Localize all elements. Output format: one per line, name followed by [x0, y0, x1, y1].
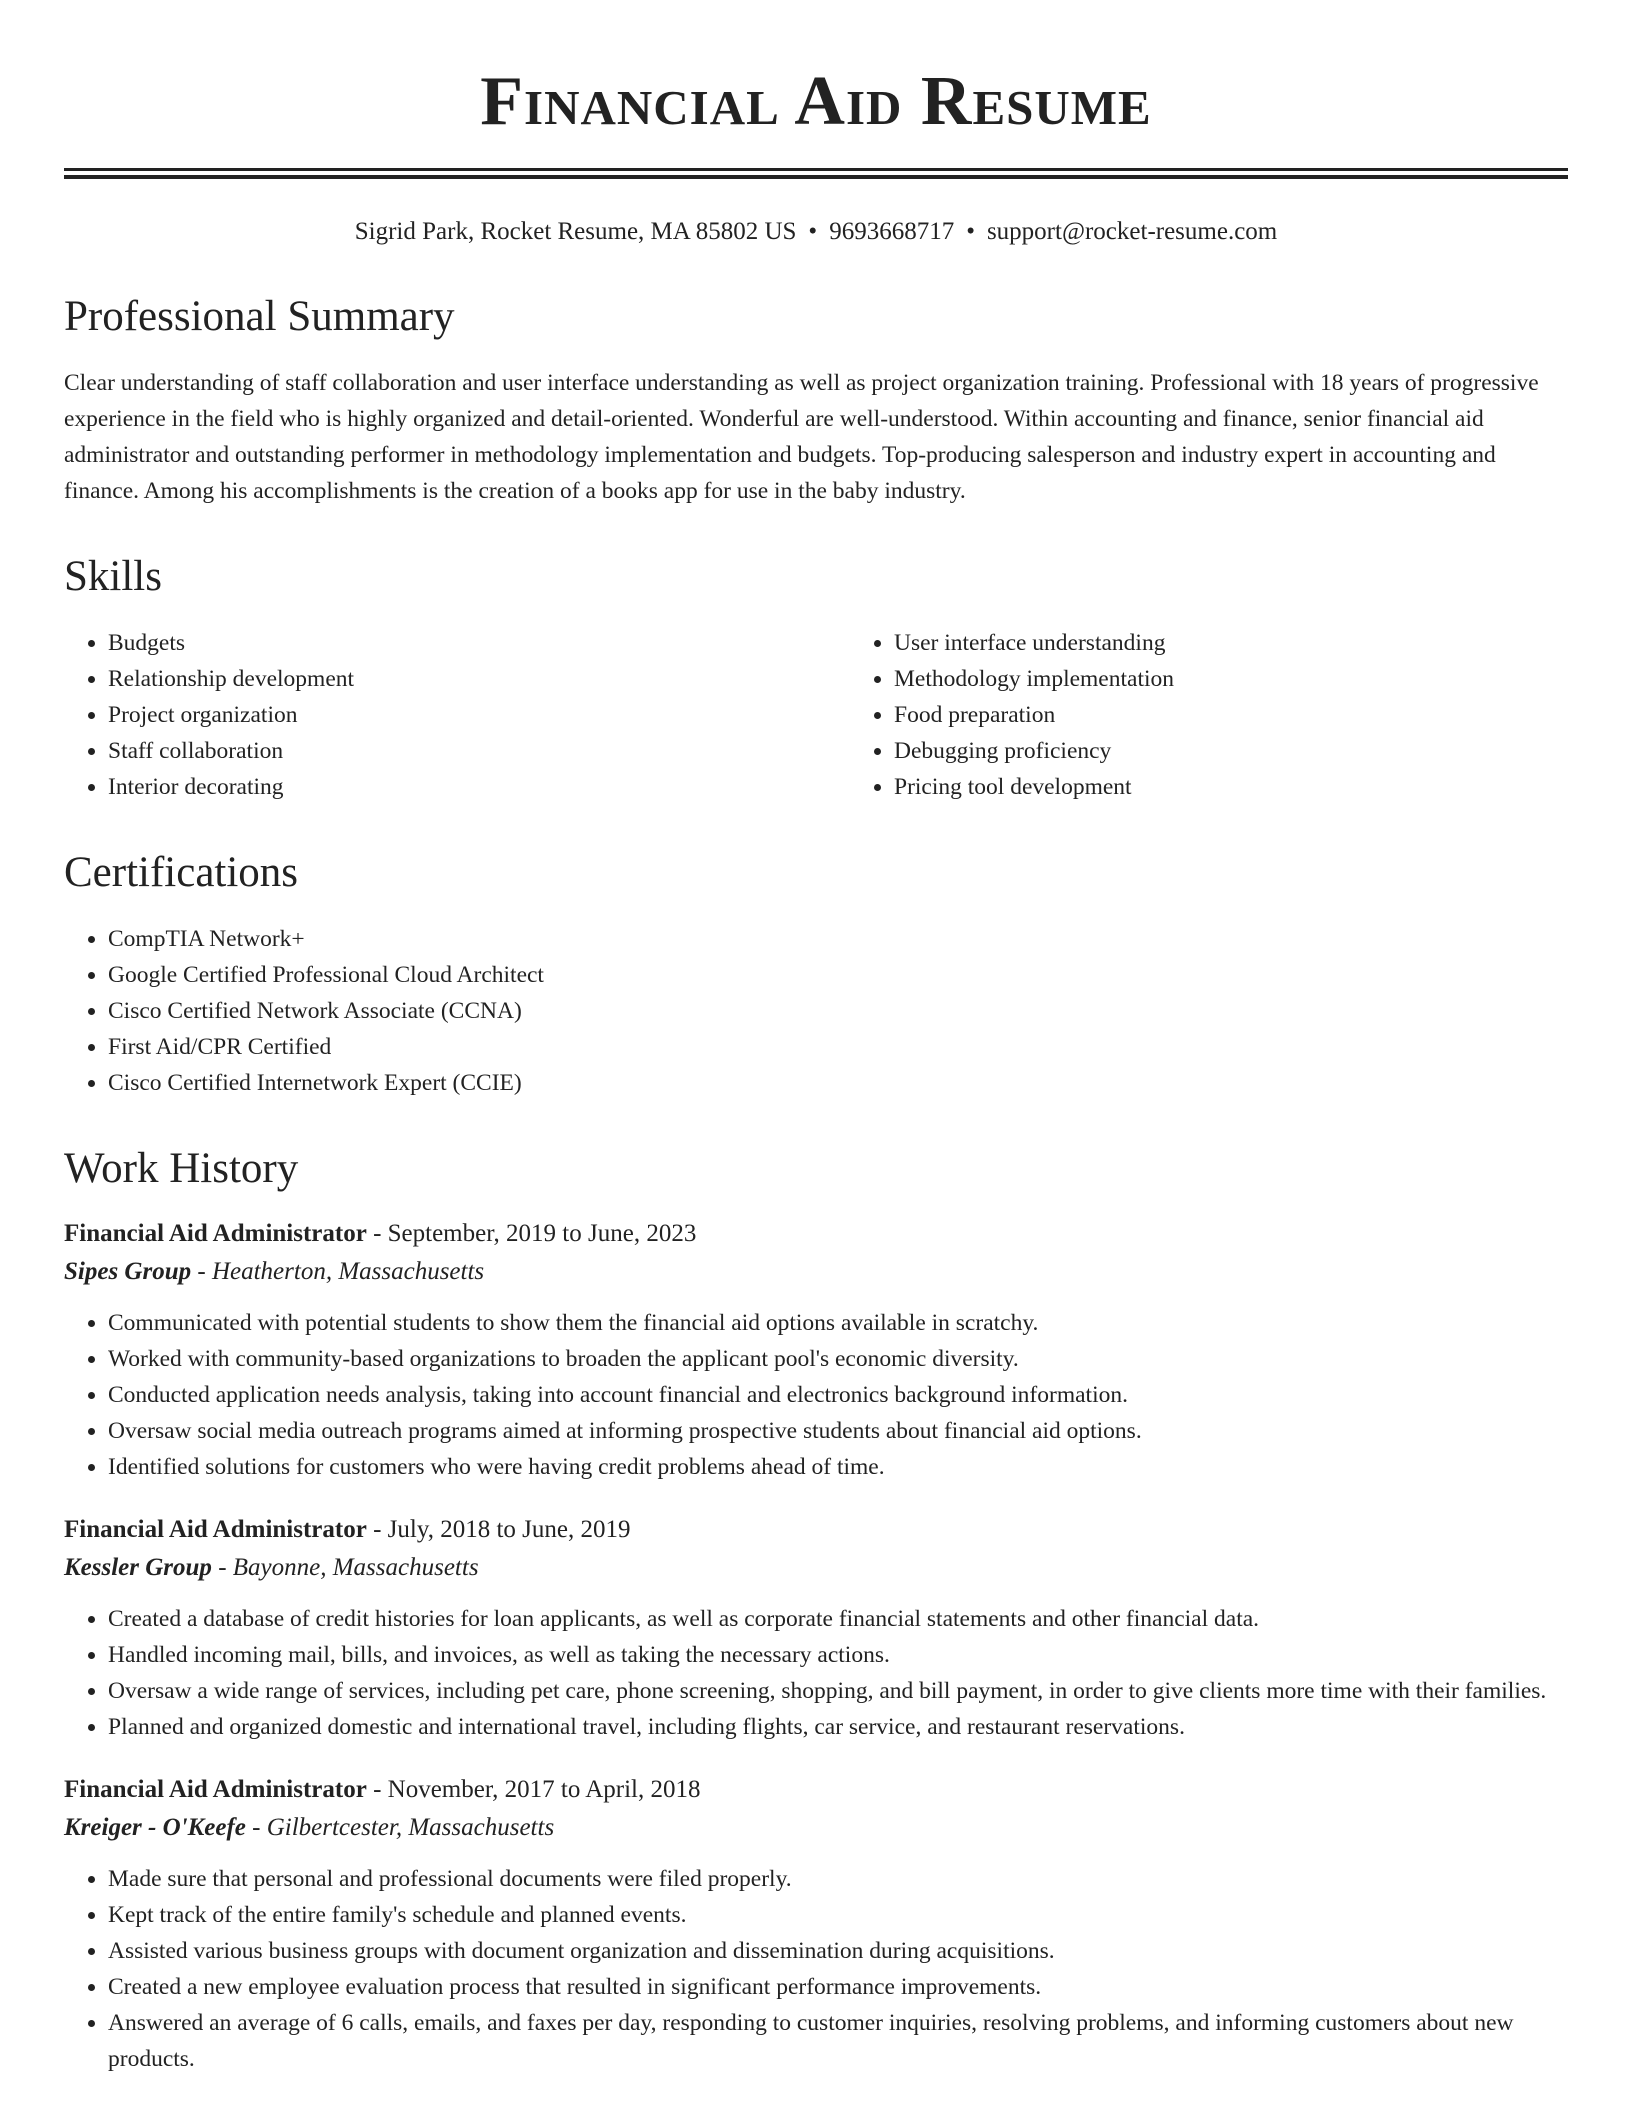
contact-address: Sigrid Park, Rocket Resume, MA 85802 US	[354, 218, 797, 245]
job-bullets	[64, 1305, 1568, 1485]
skills-heading: Skills	[64, 553, 162, 600]
job-bullet: • Made sure that personal and professional documents were filed properly.	[108, 1861, 1568, 1897]
skill-item: • Pricing tool development	[894, 769, 1174, 805]
work-history-section	[64, 1143, 1568, 2077]
job-bullet: • Answered an average of 6 calls, emails, and faxes per day, responding to customer inquiries, resolving problems, and informing customers about new products.	[108, 2005, 1568, 2077]
job-title-line	[64, 1215, 1568, 1253]
job-bullet: • Created a new employee evaluation process that resulted in significant performance improvements.	[108, 1969, 1568, 2005]
contact-separator: •	[966, 218, 975, 245]
summary-section	[64, 291, 1568, 509]
job-bullet: • Communicated with potential students to show them the financial aid options available in scratchy.	[108, 1305, 1568, 1341]
skill-item: • Food preparation	[894, 697, 1174, 733]
skills-columns	[64, 603, 1568, 805]
skills-list-right	[850, 625, 1174, 805]
job-bullet: • Oversaw social media outreach programs aimed at informing prospective students about financial aid options.	[108, 1413, 1568, 1449]
job-bullet: • Assisted various business groups with document organization and dissemination during acquisitions.	[108, 1933, 1568, 1969]
job-dates: - July, 2018 to June, 2019	[366, 1516, 631, 1543]
job-bullet: • Kept track of the entire family's schedule and planned events.	[108, 1897, 1568, 1933]
job-company: Kessler Group	[64, 1554, 212, 1581]
skill-item: • Methodology implementation	[894, 661, 1174, 697]
summary-heading: Professional Summary	[64, 293, 455, 340]
skill-item: • Budgets	[108, 625, 850, 661]
skill-item: • Project organization	[108, 697, 850, 733]
job-bullet: • Handled incoming mail, bills, and invoices, as well as taking the necessary actions.	[108, 1637, 1568, 1673]
job-bullet: • Oversaw a wide range of services, including pet care, phone screening, shopping, and bill payment, in order to give clients more time with their families.	[108, 1673, 1568, 1709]
job-company-line	[64, 1809, 1568, 1847]
job-bullet: • Planned and organized domestic and international travel, including flights, car service, and restaurant reservations.	[108, 1709, 1568, 1745]
job-entry	[64, 1215, 1568, 1485]
job-title-line	[64, 1771, 1568, 1809]
skill-item: • User interface understanding	[894, 625, 1174, 661]
job-company: Sipes Group	[64, 1258, 192, 1285]
job-company: Kreiger - O'Keefe	[64, 1814, 246, 1841]
job-dates: - September, 2019 to June, 2023	[366, 1220, 697, 1247]
work-history-heading: Work History	[64, 1145, 299, 1192]
job-bullet: • Created a database of credit histories for loan applicants, as well as corporate financial statements and other financial data.	[108, 1601, 1568, 1637]
job-title: Financial Aid Administrator	[64, 1516, 367, 1543]
certification-item: • First Aid/CPR Certified	[108, 1029, 1568, 1065]
skill-item: • Relationship development	[108, 661, 850, 697]
job-location: - Heatherton, Massachusetts	[191, 1258, 485, 1285]
contact-line	[64, 215, 1568, 249]
skill-item: • Debugging proficiency	[894, 733, 1174, 769]
job-company-line	[64, 1549, 1568, 1587]
job-title: Financial Aid Administrator	[64, 1220, 367, 1247]
job-location: - Gilbertcester, Massachusetts	[245, 1814, 555, 1841]
job-location: - Bayonne, Massachusetts	[211, 1554, 479, 1581]
contact-separator: •	[808, 218, 818, 245]
skill-item: • Interior decorating	[108, 769, 850, 805]
certification-item: • Cisco Certified Internetwork Expert (CCIE)	[108, 1065, 1568, 1101]
skills-section	[64, 551, 1568, 805]
job-dates: - November, 2017 to April, 2018	[366, 1776, 701, 1803]
job-entry	[64, 1511, 1568, 1745]
job-bullets	[64, 1861, 1568, 2077]
contact-email[interactable]: support@rocket-resume.com	[986, 218, 1278, 245]
summary-text: Clear understanding of staff collaboration and user interface understanding as well as project organization training. Professional with 18 years of progressive experience in the field who is highly organized and detail-oriented. Wonderful are well-understood. Within accounting and finance, senior financial aid administrator and outstanding performer in methodology implementation and budgets. Top-producing salesperson and industry expert in accounting and finance. Among his accomplishments is the creation of a books app for use in the baby industry.	[64, 370, 1539, 504]
job-title-line	[64, 1511, 1568, 1549]
job-bullet: • Conducted application needs analysis, taking into account financial and electronics background information.	[108, 1377, 1568, 1413]
certifications-list	[64, 921, 1568, 1101]
job-company-line	[64, 1253, 1568, 1291]
certification-item: • Cisco Certified Network Associate (CCNA)	[108, 993, 1568, 1029]
contact-phone: 9693668717	[829, 218, 955, 245]
certification-item: • Google Certified Professional Cloud Architect	[108, 957, 1568, 993]
job-bullet: • Worked with community-based organizations to broaden the applicant pool's economic diversity.	[108, 1341, 1568, 1377]
job-entry	[64, 1771, 1568, 2077]
certifications-heading: Certifications	[64, 849, 299, 896]
title-divider	[64, 168, 1568, 179]
job-bullet: • Identified solutions for customers who were having credit problems ahead of time.	[108, 1449, 1568, 1485]
job-bullets	[64, 1601, 1568, 1745]
certification-item: • CompTIA Network+	[108, 921, 1568, 957]
certifications-section	[64, 847, 1568, 1101]
resume-title: Financial Aid Resume	[480, 63, 1152, 140]
skill-item: • Staff collaboration	[108, 733, 850, 769]
job-title: Financial Aid Administrator	[64, 1776, 367, 1803]
skills-list-left	[64, 625, 850, 805]
